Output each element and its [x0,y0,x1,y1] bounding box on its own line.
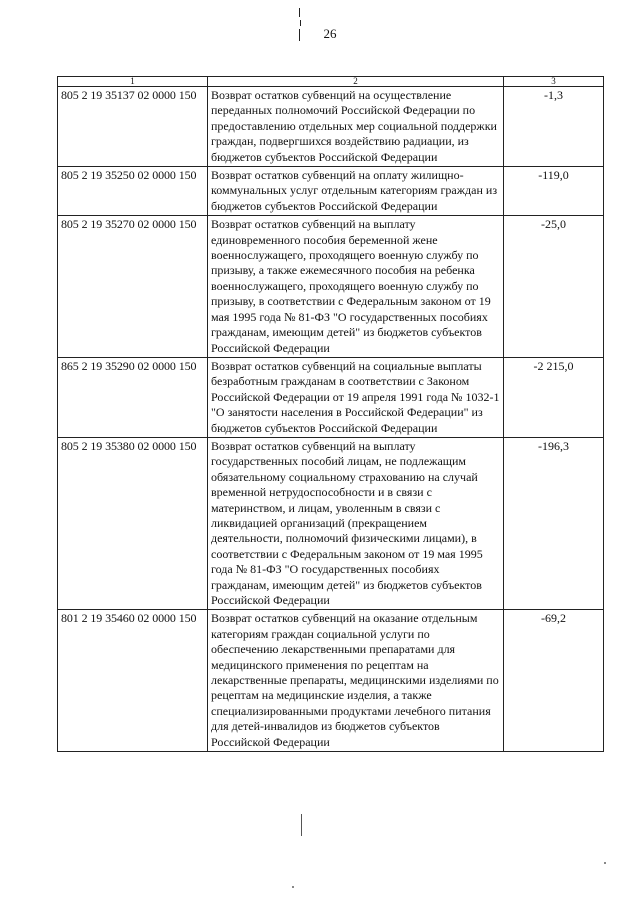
scan-mark [301,814,302,836]
row-description: Возврат остатков субвенций на выплату единовременного пособия беременной жене военнослужащего, проходящего военную службу по призыву, а также ежемесячного пособия на ребенка военнослужащего, проходящего военную службу по призыву, в соответствии с Федеральным законом от 19 мая 1995 года № 81-ФЗ "О государственных пособиях гражданам, имеющим детей" из бюджетов субъектов Российской Федерации [208,216,504,358]
row-description: Возврат остатков субвенций на выплату государственных пособий лицам, не подлежащим обязательному социальному страхованию на случай временной нетрудоспособности и в связи с материнством, и лицам, уволенным в связи с ликвидацией организаций (прекращением деятельности, полномочий физическими лицами), в соответствии с Федеральным законом от 19 мая 1995 года № 81-ФЗ "О государственных пособиях гражданам, имеющим детей" из бюджетов субъектов Российской Федерации [208,437,504,609]
table-row [58,437,604,609]
row-amount: -25,0 [504,216,604,358]
budget-code: 805 2 19 35270 02 0000 150 [58,216,208,358]
row-amount: -69,2 [504,610,604,752]
budget-code: 805 2 19 35250 02 0000 150 [58,167,208,216]
budget-code: 805 2 19 35380 02 0000 150 [58,437,208,609]
row-amount: -196,3 [504,437,604,609]
budget-table [57,76,604,752]
budget-code: 865 2 19 35290 02 0000 150 [58,357,208,437]
column-header-3: 3 [504,77,604,87]
row-description: Возврат остатков субвенций на оказание отдельным категориям граждан социальной услуги по обеспечению лекарственными препаратами для медицинского применения по рецептам на лекарственные препараты, медицинскими изделиями по рецептам на медицинские изделия, а также специализированными продуктами лечебного питания для детей-инвалидов из бюджетов субъектов Российской Федерации [208,610,504,752]
row-description: Возврат остатков субвенций на социальные выплаты безработным гражданам в соответствии с Законом Российской Федерации от 19 апреля 1991 года № 1032-1 "О занятости населения в Российской Федерации" из бюджетов субъектов Российской Федерации [208,357,504,437]
table-row [58,357,604,437]
header-row [58,77,604,87]
budget-code: 801 2 19 35460 02 0000 150 [58,610,208,752]
scan-dot [604,862,606,864]
row-amount: -119,0 [504,167,604,216]
row-description: Возврат остатков субвенций на оплату жилищно-коммунальных услуг отдельным категориям граждан из бюджетов субъектов Российской Федерации [208,167,504,216]
row-amount: -1,3 [504,87,604,167]
table-row [58,216,604,358]
scan-dot [292,886,294,888]
column-header-2: 2 [208,77,504,87]
row-description: Возврат остатков субвенций на осуществление переданных полномочий Российской Федерации по предоставлению отдельных мер социальной поддержки граждан, подвергшихся воздействию радиации, из бюджетов субъектов Российской Федерации [208,87,504,167]
budget-code: 805 2 19 35137 02 0000 150 [58,87,208,167]
table-row [58,167,604,216]
page-number: 26 [323,26,337,41]
row-amount: -2 215,0 [504,357,604,437]
table-row [58,610,604,752]
table-row [58,87,604,167]
column-header-1: 1 [58,77,208,87]
